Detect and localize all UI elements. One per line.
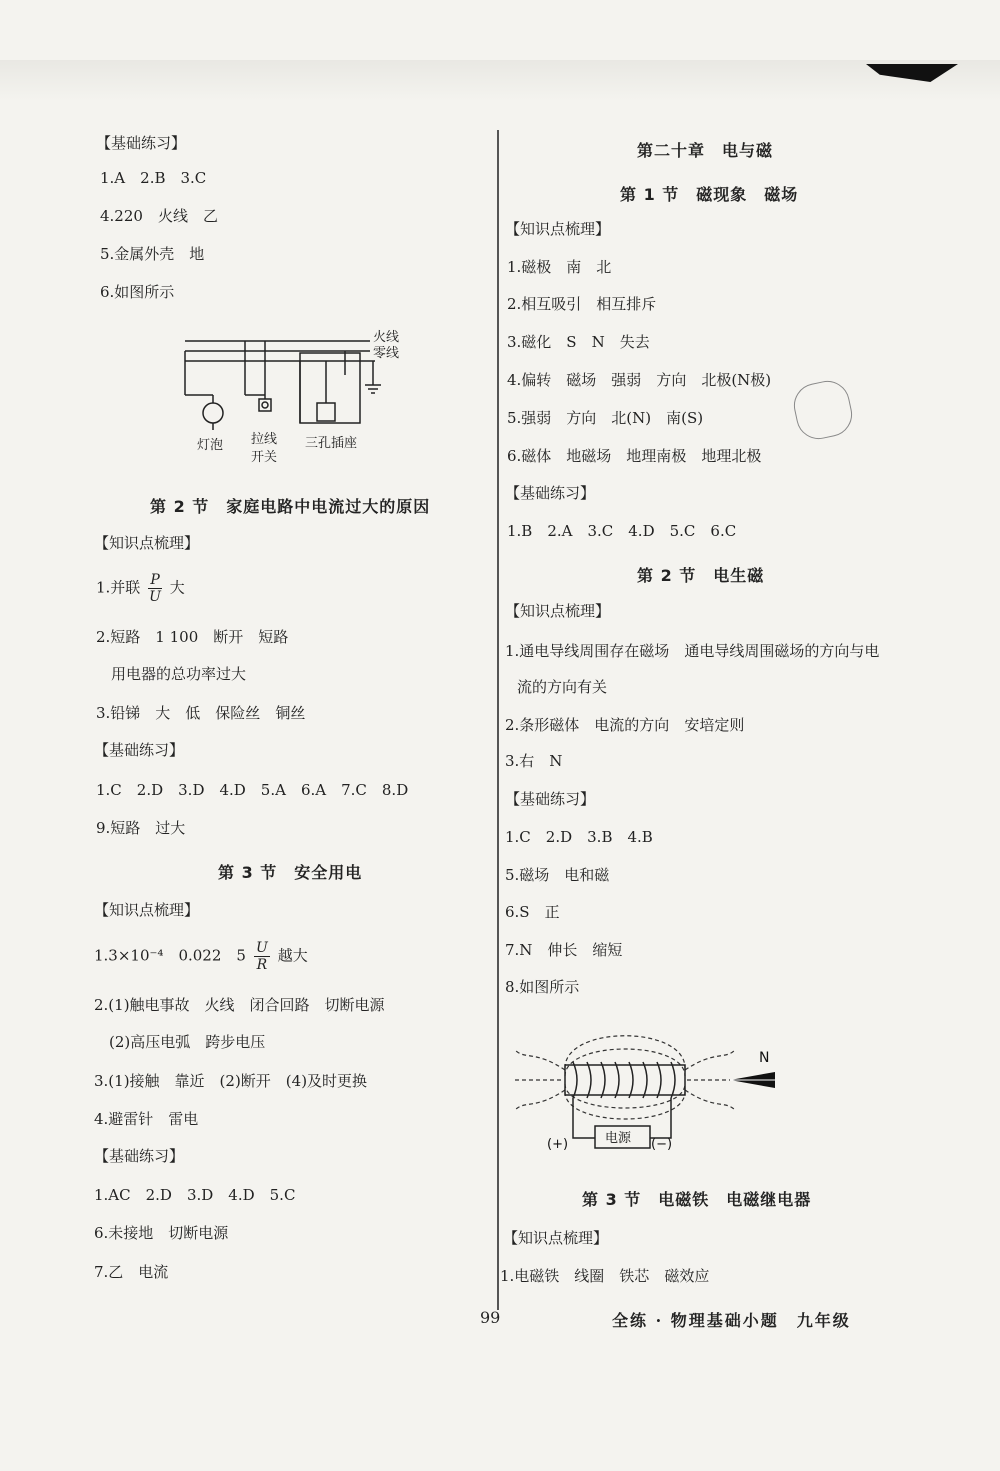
- text-line: 3.右 N: [505, 752, 563, 770]
- label-switch-2: 开关: [251, 450, 278, 465]
- circuit-diagram: [175, 325, 415, 470]
- text-line: 4.偏转 磁场 强弱 方向 北极(N极): [507, 371, 772, 389]
- column-divider: [497, 130, 499, 1310]
- fraction: [148, 572, 161, 605]
- section-title: 第 3 节 电磁铁 电磁继电器: [582, 1190, 812, 1209]
- section-title: 第 2 节 电生磁: [637, 566, 765, 585]
- text-line: 1.A 2.B 3.C: [100, 169, 207, 187]
- plus-label: (+): [547, 1137, 569, 1152]
- text-line: 4.220 火线 乙: [100, 207, 218, 225]
- text-line: 6.磁体 地磁场 地理南极 地理北极: [507, 447, 762, 465]
- text-line: 流的方向有关: [517, 678, 608, 696]
- formula-line: [94, 940, 308, 973]
- text-run: 大: [169, 578, 185, 597]
- label-bulb: 灯泡: [197, 438, 224, 453]
- label-neutral: 零线: [373, 346, 400, 361]
- scan-shadow: [0, 60, 1000, 100]
- power-label: 电源: [605, 1131, 632, 1146]
- text-line: 用电器的总功率过大: [96, 665, 247, 683]
- label-switch-1: 拉线: [251, 432, 278, 447]
- text-line: 【基础练习】: [94, 1147, 185, 1165]
- text-line: 1.AC 2.D 3.D 4.D 5.C: [94, 1186, 296, 1204]
- chapter-title: 第二十章 电与磁: [637, 141, 774, 160]
- section-title: 第 2 节 家庭电路中电流过大的原因: [150, 497, 431, 516]
- text-line: 6.未接地 切断电源: [94, 1224, 229, 1242]
- text-line: 【基础练习】: [96, 134, 187, 152]
- text-line: 6.如图所示: [100, 283, 175, 301]
- label-socket: 三孔插座: [305, 436, 358, 451]
- text-line: 【基础练习】: [94, 741, 185, 759]
- page-number: 99: [480, 1308, 501, 1327]
- text-line: 【知识点梳理】: [503, 1229, 609, 1247]
- text-line: 8.如图所示: [505, 978, 580, 996]
- text-line: 【知识点梳理】: [94, 901, 200, 919]
- fraction-numerator: U: [255, 940, 268, 956]
- solenoid-diagram: [515, 1020, 785, 1155]
- text-line: 【知识点梳理】: [505, 602, 611, 620]
- fraction-numerator: P: [150, 572, 160, 588]
- text-line: 1.B 2.A 3.C 4.D 5.C 6.C: [507, 522, 737, 540]
- fraction-denominator: U: [149, 589, 161, 605]
- text-line: 2.相互吸引 相互排斥: [507, 295, 657, 313]
- text-line: 1.电磁铁 线圈 铁芯 磁效应: [500, 1267, 710, 1285]
- text-line: 2.短路 1 100 断开 短路: [96, 628, 289, 646]
- text-run: 越大: [277, 946, 308, 965]
- text-line: 5.磁场 电和磁: [505, 866, 610, 884]
- section-title: 第 3 节 安全用电: [218, 863, 363, 882]
- text-line: 3.磁化 S N 失去: [507, 333, 650, 351]
- text-line: 1.C 2.D 3.B 4.B: [505, 828, 653, 846]
- text-line: 【知识点梳理】: [94, 534, 200, 552]
- text-line: (2)高压电弧 跨步电压: [94, 1033, 266, 1051]
- text-line: 1.C 2.D 3.D 4.D 5.A 6.A 7.C 8.D: [96, 781, 409, 799]
- section-title: 第 1 节 磁现象 磁场: [620, 185, 799, 204]
- stamp-image: [790, 377, 856, 443]
- text-run: 1.3×10⁻⁴ 0.022 5: [94, 946, 246, 965]
- text-line: 9.短路 过大: [96, 819, 186, 837]
- text-line: 【基础练习】: [505, 484, 596, 502]
- text-line: 3.铅锑 大 低 保险丝 铜丝: [96, 704, 306, 722]
- text-line: 7.N 伸长 缩短: [505, 941, 623, 959]
- text-line: 2.(1)触电事故 火线 闭合回路 切断电源: [94, 996, 385, 1014]
- text-line: 7.乙 电流: [94, 1263, 169, 1281]
- label-live: 火线: [373, 330, 400, 345]
- text-line: 5.强弱 方向 北(N) 南(S): [507, 409, 704, 427]
- text-line: 1.磁极 南 北: [507, 258, 612, 276]
- text-line: 6.S 正: [505, 903, 560, 921]
- minus-label: (−): [651, 1137, 673, 1152]
- fraction: [254, 940, 270, 973]
- text-line: 4.避雷针 雷电: [94, 1110, 199, 1128]
- text-line: 1.通电导线周围存在磁场 通电导线周围磁场的方向与电: [505, 642, 880, 660]
- north-label: N: [759, 1050, 770, 1066]
- text-line: 2.条形磁体 电流的方向 安培定则: [505, 716, 745, 734]
- book-title: 全练 · 物理基础小题 九年级: [612, 1311, 851, 1330]
- text-run: 1.并联: [96, 578, 141, 597]
- text-line: 5.金属外壳 地: [100, 245, 205, 263]
- text-line: 3.(1)接触 靠近 (2)断开 (4)及时更换: [94, 1072, 368, 1090]
- text-line: 【知识点梳理】: [505, 220, 611, 238]
- fraction-denominator: R: [256, 957, 268, 973]
- text-line: 【基础练习】: [505, 790, 596, 808]
- formula-line: [96, 572, 185, 605]
